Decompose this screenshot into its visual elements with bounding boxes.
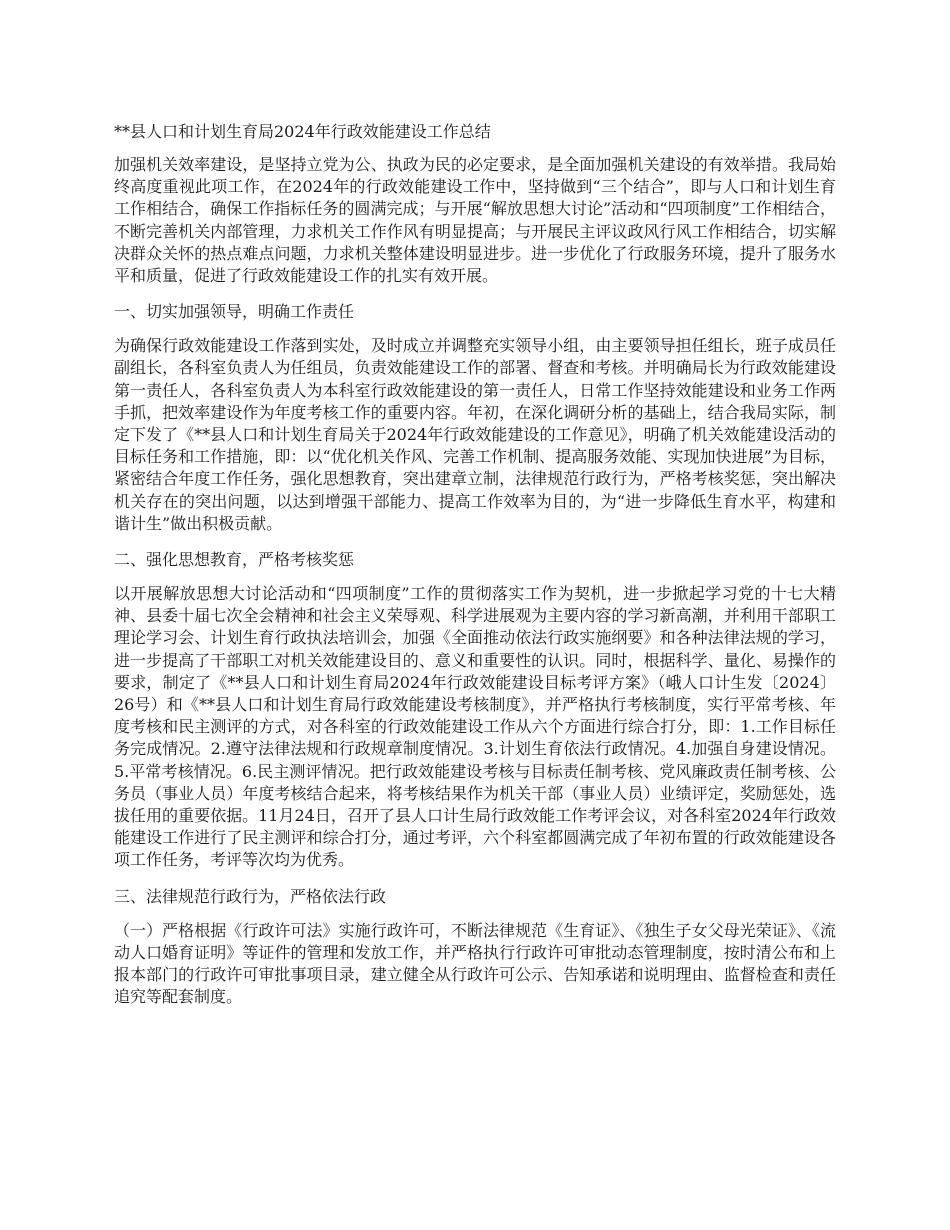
document-title: **县人口和计划生育局2024年行政效能建设工作总结 (114, 122, 491, 141)
document-page (114, 120, 836, 1023)
section-heading-2: 二、强化思想教育，严格考核奖惩 (114, 550, 355, 570)
section-body-2: 以开展解放思想大讨论活动和“四项制度”工作的贯彻落实工作为契机，进一步掀起学习党的十七大精神、县委十届七次全会精神和社会主义荣辱观、科学进展观为主要内容的学习新高潮，并利用干部职工理论学习会、计划生育行政执法培训会，加强《全面推动依法行政实施纲要》和各种法律法规的学习，进一步提高了干部职工对机关效能建设目的、意义和重要性的认识。同时，根据科学、量化、易操作的要求，制定了《**县人口和计划生育局2024年行政效能建设目标考评方案》（峨人口计生发〔2024〕26号）和《**县人口和计划生育局行政效能建设考核制度》，并严格执行考核制度，实行平常考核、年度考核和民主测评的方式，对各科室的行政效能建设工作从六个方面进行综合打分，即：1.工作目标任务完成情况。2.遵守法律法规和行政规章制度情况。3.计划生育依法行政情况。4.加强自身建设情况。5.平常考核情况。6.民主测评情况。把行政效能建设考核与目标责任制考核、党风廉政责任制考核、公务员（事业人员）年度考核结合起来，将考核结果作为机关干部（事业人员）业绩评定，奖励惩处，选拔任用的重要依据。11月24日，召开了县人口计生局行政效能工作考评会议，对各科室2024年行政效能建设工作进行了民主测评和综合打分，通过考评，六个科室都圆满完成了年初布置的行政效能建设各项工作任务，考评等次均为优秀。 (114, 584, 836, 870)
intro-paragraph: 加强机关效率建设，是坚持立党为公、执政为民的必定要求，是全面加强机关建设的有效举措。我局始终高度重视此项工作，在2024年的行政效能建设工作中，坚持做到“三个结合”，即与人口和计划生育工作相结合，确保工作指标任务的圆满完成；与开展“解放思想大讨论”活动和“四项制度”工作相结合，不断完善机关内部管理，力求机关工作作风有明显提高；与开展民主评议政风行风工作相结合，切实解决群众关怀的热点难点问题，力求机关整体建设明显进步。进一步优化了行政服务环境，提升了服务水平和质量，促进了行政效能建设工作的扎实有效开展。 (114, 155, 836, 286)
section-body-1: 为确保行政效能建设工作落到实处，及时成立并调整充实领导小组，由主要领导担任组长，班子成员任副组长，各科室负责人为任组员，负责效能建设工作的部署、督查和考核。并明确局长为行政效能建设第一责任人，各科室负责人为本科室行政效能建设的第一责任人，日常工作坚持效能建设和业务工作两手抓，把效率建设作为年度考核工作的重要内容。年初，在深化调研分析的基础上，结合我局实际，制定下发了《**县人口和计划生育局关于2024年行政效能建设的工作意见》，明确了机关效能建设活动的目标任务和工作措施，即：以“优化机关作风、完善工作机制、提高服务效能、实现加快进展”为目标，紧密结合年度工作任务，强化思想教育，突出建章立制，法律规范行政行为，严格考核奖惩，突出解决机关存在的突出问题，以达到增强干部能力、提高工作效率为目的，为“进一步降低生育水平，构建和谐计生”做出积极贡献。 (114, 336, 836, 533)
section-body-3: （一）严格根据《行政许可法》实施行政许可，不断法律规范《生育证》、《独生子女父母光荣证》、《流动人口婚育证明》等证件的管理和发放工作，并严格执行行政许可审批动态管理制度，按时清公布和上报本部门的行政许可审批事项目录，建立健全从行政许可公示、告知承诺和说明理由、监督检查和责任追究等配套制度。 (114, 920, 836, 1007)
section-heading-1: 一、切实加强领导，明确工作责任 (114, 302, 355, 322)
section-heading-3: 三、法律规范行政行为，严格依法行政 (114, 886, 387, 906)
